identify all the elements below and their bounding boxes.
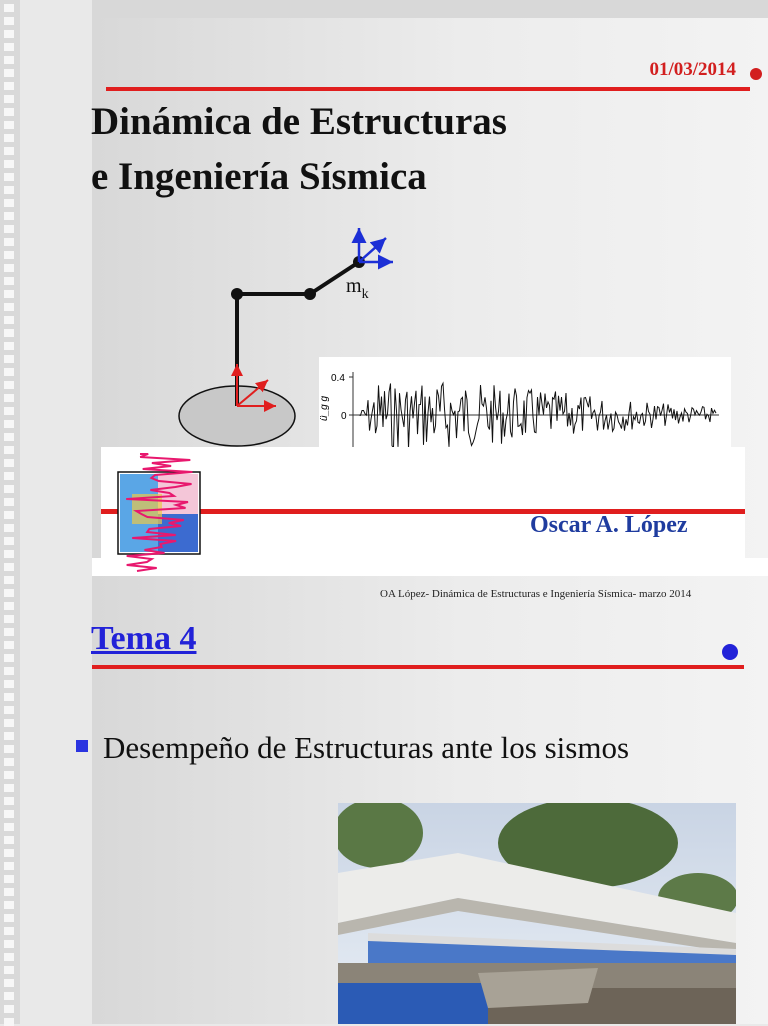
- bullet-text: Desempeño de Estructuras ante los sismos: [103, 730, 630, 765]
- author-name: Oscar A. López: [530, 512, 688, 538]
- film-hole: [4, 901, 14, 909]
- node: [231, 288, 243, 300]
- heading-dot-icon: [722, 644, 738, 660]
- film-hole: [4, 121, 14, 129]
- accelerogram-trace: [359, 383, 716, 449]
- film-hole: [4, 550, 14, 558]
- film-hole: [4, 433, 14, 441]
- film-hole: [4, 797, 14, 805]
- film-hole: [4, 225, 14, 233]
- film-hole: [4, 628, 14, 636]
- film-hole: [4, 4, 14, 12]
- film-hole: [4, 693, 14, 701]
- date-rule: [106, 87, 750, 91]
- film-hole: [4, 979, 14, 987]
- film-hole: [4, 186, 14, 194]
- damaged-building-photo: [338, 803, 736, 1024]
- film-hole: [4, 17, 14, 25]
- film-hole: [4, 290, 14, 298]
- film-hole: [4, 914, 14, 922]
- film-hole: [4, 615, 14, 623]
- film-hole: [4, 303, 14, 311]
- film-hole: [4, 69, 14, 77]
- film-hole: [4, 329, 14, 337]
- topic-heading: Tema 4: [91, 620, 197, 657]
- film-hole: [4, 56, 14, 64]
- film-hole: [4, 966, 14, 974]
- film-hole: [4, 212, 14, 220]
- film-hole: [4, 953, 14, 961]
- film-hole: [4, 589, 14, 597]
- film-hole: [4, 368, 14, 376]
- film-hole: [4, 992, 14, 1000]
- film-hole: [4, 498, 14, 506]
- film-hole: [4, 771, 14, 779]
- film-hole: [4, 784, 14, 792]
- film-hole: [4, 849, 14, 857]
- film-hole: [4, 95, 14, 103]
- film-hole: [4, 537, 14, 545]
- film-hole: [4, 264, 14, 272]
- film-hole: [4, 342, 14, 350]
- slide-date: 01/03/2014: [649, 59, 736, 80]
- film-hole: [4, 641, 14, 649]
- film-hole: [4, 888, 14, 896]
- film-hole: [4, 927, 14, 935]
- film-hole: [4, 485, 14, 493]
- film-hole: [4, 875, 14, 883]
- film-hole: [4, 862, 14, 870]
- film-hole: [4, 1005, 14, 1013]
- top-band: [92, 0, 768, 18]
- square-bullet-icon: [76, 740, 88, 752]
- film-hole: [4, 719, 14, 727]
- film-hole: [4, 563, 14, 571]
- film-hole: [4, 758, 14, 766]
- date-dot-icon: [750, 68, 762, 80]
- film-hole: [4, 459, 14, 467]
- y-axis-label: ü_g g: [319, 395, 330, 421]
- seismogram-logo: [110, 444, 210, 576]
- film-hole: [4, 277, 14, 285]
- film-hole: [4, 940, 14, 948]
- title-line-2: e Ingeniería Sísmica: [91, 155, 427, 198]
- film-hole: [4, 732, 14, 740]
- film-hole: [4, 199, 14, 207]
- film-hole: [4, 680, 14, 688]
- title-line-1: Dinámica de Estructuras: [91, 100, 507, 143]
- film-hole: [4, 745, 14, 753]
- film-hole: [4, 810, 14, 818]
- film-hole: [4, 381, 14, 389]
- mass-label: $m_k$: [346, 275, 369, 302]
- film-strip: [0, 0, 20, 1024]
- film-hole: [4, 251, 14, 259]
- film-hole: [4, 511, 14, 519]
- film-hole: [4, 446, 14, 454]
- film-hole: [4, 147, 14, 155]
- film-hole: [4, 1018, 14, 1026]
- film-hole: [4, 394, 14, 402]
- film-hole: [4, 355, 14, 363]
- film-hole: [4, 238, 14, 246]
- film-hole: [4, 823, 14, 831]
- slide-title: [91, 94, 507, 204]
- film-hole: [4, 602, 14, 610]
- y-tick: 0.4: [331, 373, 345, 384]
- film-hole: [4, 576, 14, 584]
- heading-rule: [92, 665, 744, 669]
- film-hole: [4, 30, 14, 38]
- film-hole: [4, 472, 14, 480]
- film-hole: [4, 524, 14, 532]
- film-hole: [4, 407, 14, 415]
- film-hole: [4, 420, 14, 428]
- node: [304, 288, 316, 300]
- film-hole: [4, 108, 14, 116]
- film-hole: [4, 82, 14, 90]
- film-hole: [4, 160, 14, 168]
- film-hole: [4, 667, 14, 675]
- slide-footer: OA López- Dinámica de Estructuras e Ingeniería Sísmica- marzo 2014: [380, 588, 692, 600]
- film-hole: [4, 706, 14, 714]
- film-hole: [4, 173, 14, 181]
- film-hole: [4, 654, 14, 662]
- film-hole: [4, 134, 14, 142]
- film-hole: [4, 836, 14, 844]
- film-hole: [4, 43, 14, 51]
- film-hole: [4, 316, 14, 324]
- y-tick: 0: [341, 411, 347, 422]
